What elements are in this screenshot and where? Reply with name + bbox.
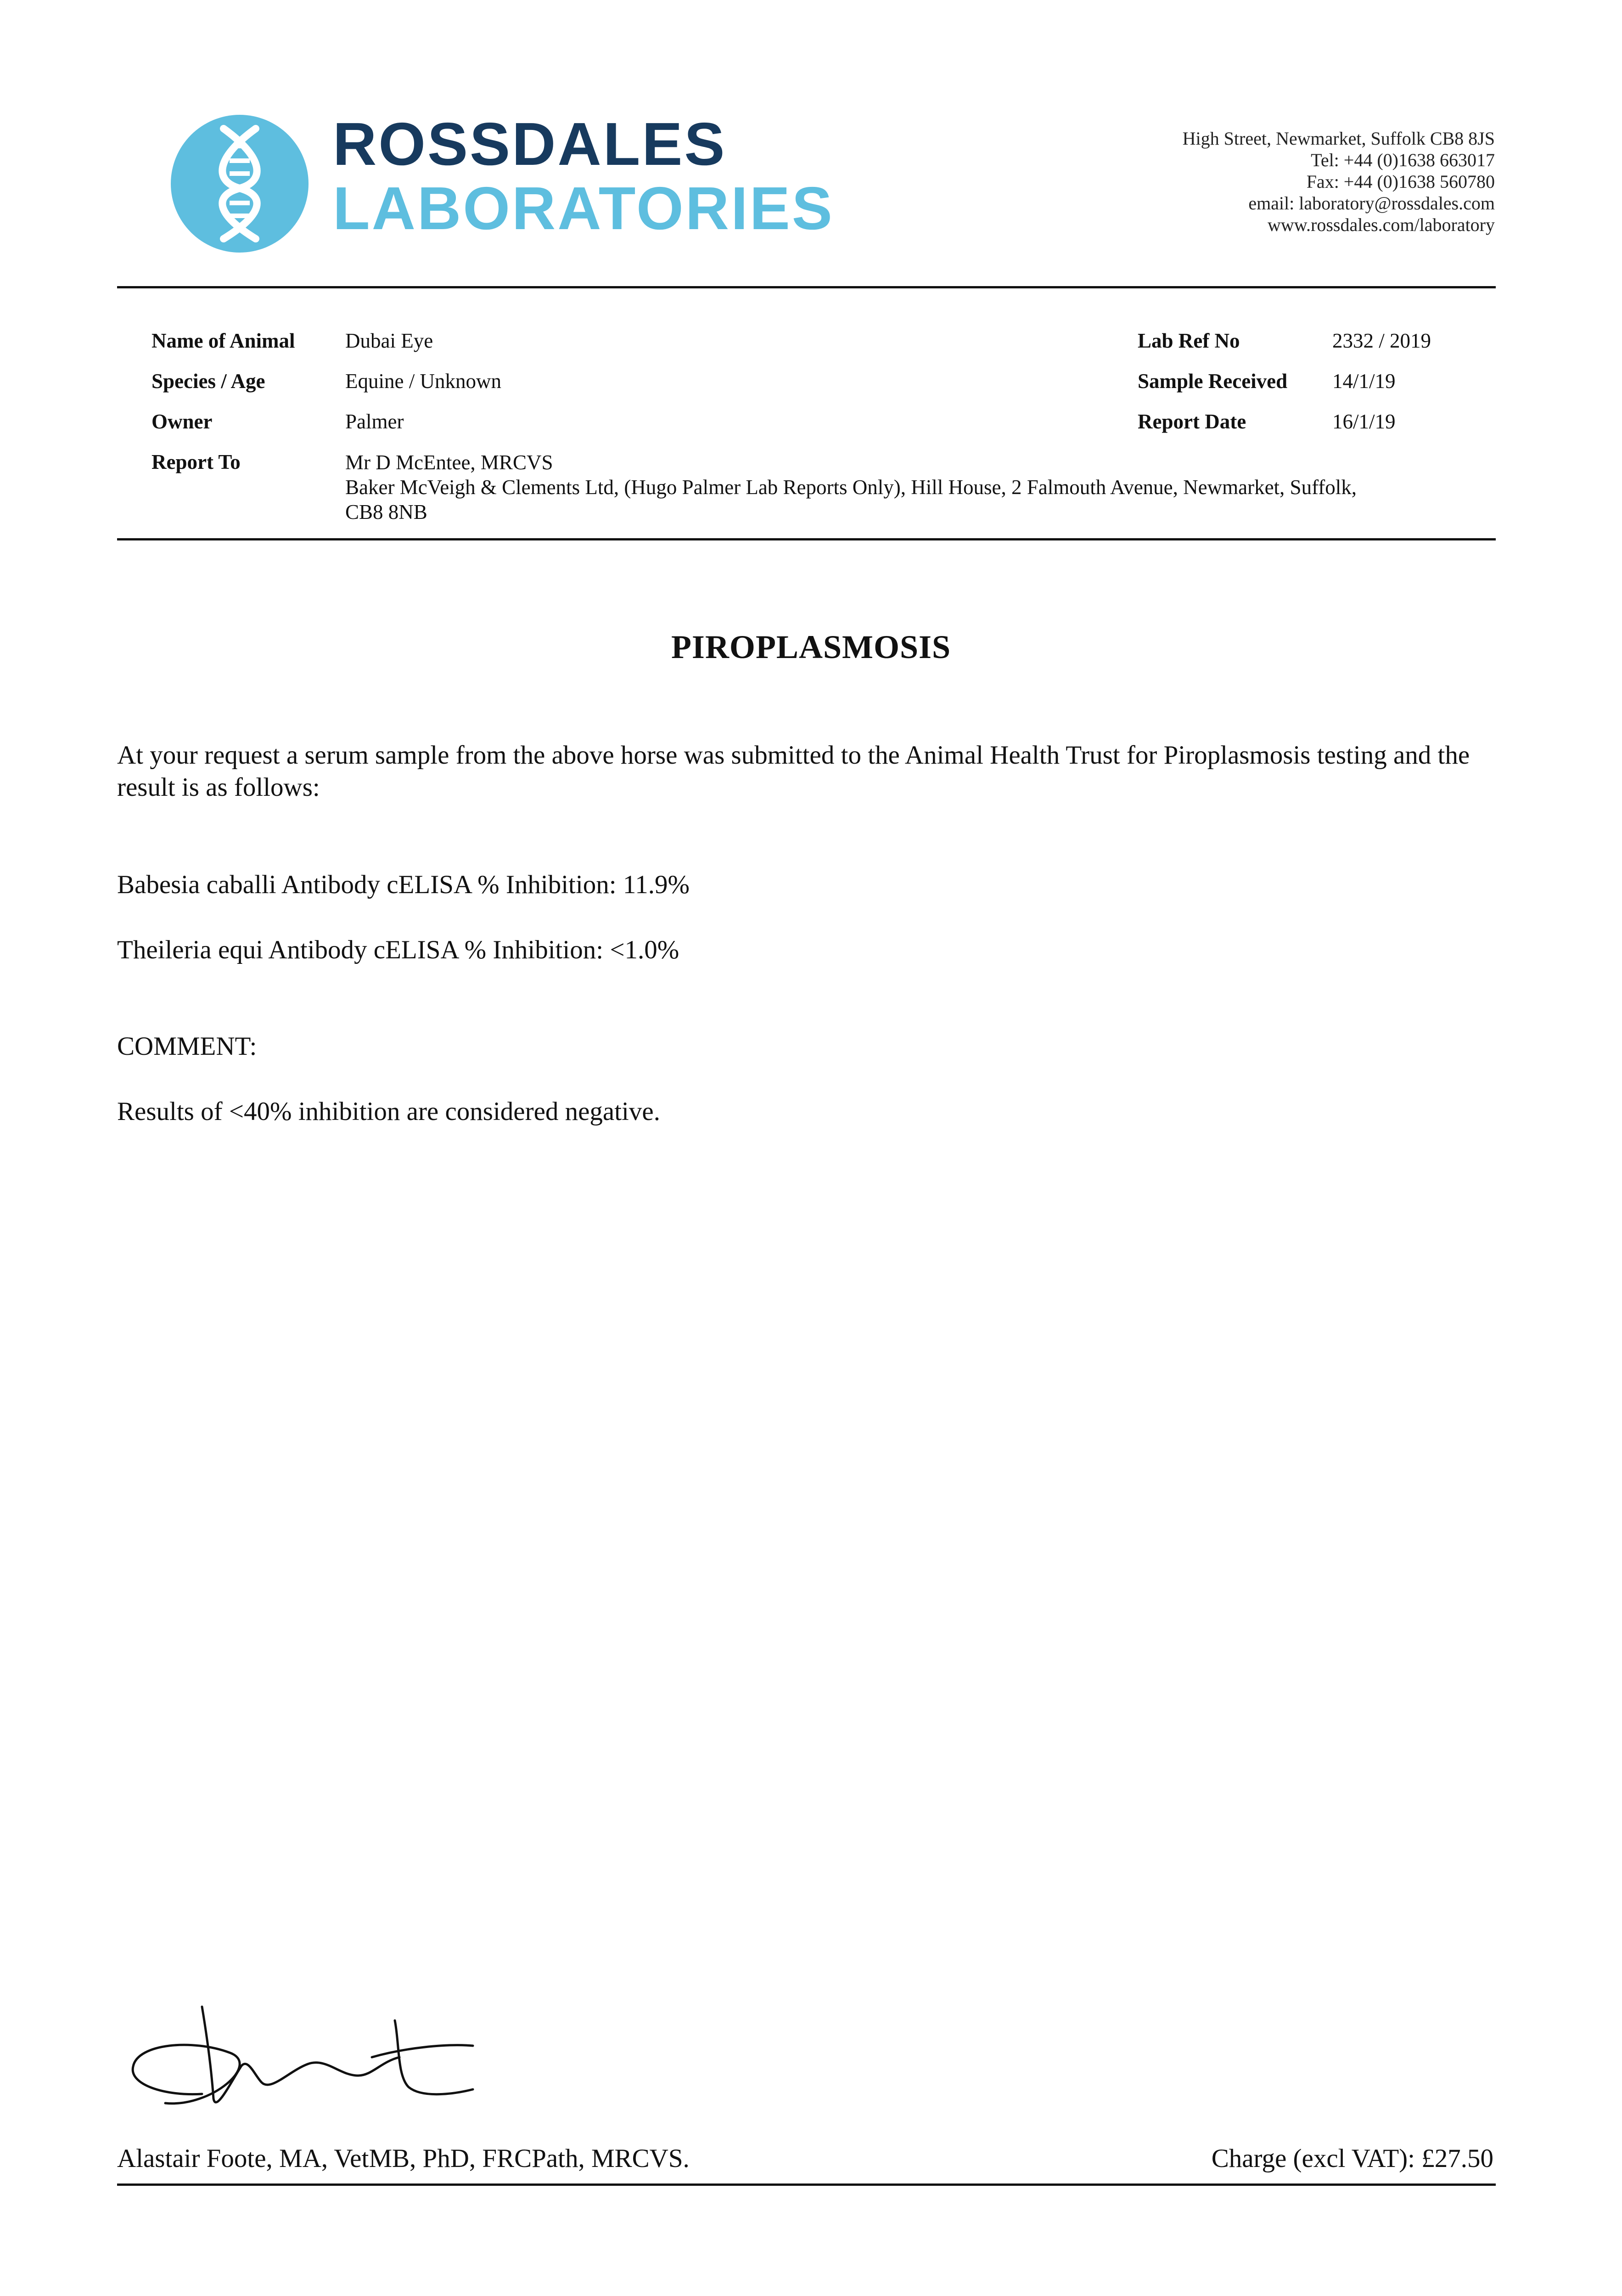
lab-address <box>1183 128 1495 236</box>
report-to-value <box>345 450 1484 524</box>
owner-label: Owner <box>152 410 213 433</box>
signature <box>124 1988 482 2122</box>
labref-value: 2332 / 2019 <box>1332 329 1431 352</box>
report-to-label: Report To <box>152 450 241 473</box>
intro-paragraph: At your request a serum sample from the above horse was submitted to the Animal Health Trust for Piroplasmosis testing and the result is as follows: <box>117 741 1470 802</box>
brand-line1: ROSSDALES <box>333 110 727 178</box>
result-babesia: Babesia caballi Antibody cELISA % Inhibition: 11.9% <box>117 870 690 899</box>
top-divider <box>117 286 1496 288</box>
owner-value: Palmer <box>345 410 404 433</box>
report-to-line: CB8 8NB <box>345 501 427 523</box>
brand-line2: LABORATORIES <box>333 174 834 242</box>
name-label: Name of Animal <box>152 329 295 352</box>
species-value: Equine / Unknown <box>345 370 501 393</box>
species-label: Species / Age <box>152 370 265 393</box>
name-value: Dubai Eye <box>345 329 433 352</box>
received-label: Sample Received <box>1138 370 1288 393</box>
report-to-line: Baker McVeigh & Clements Ltd, (Hugo Palmer Lab Reports Only), Hill House, 2 Falmouth Avenue, Newmarket, Suffolk, <box>345 476 1357 499</box>
charge: Charge (excl VAT): £27.50 <box>1211 2144 1493 2173</box>
fax-line: Fax: +44 (0)1638 560780 <box>1306 171 1495 192</box>
info-divider <box>117 538 1496 540</box>
page-title: PIROPLASMOSIS <box>671 629 951 665</box>
comment-text: Results of <40% inhibition are considered negative. <box>117 1097 660 1126</box>
comment-label: COMMENT: <box>117 1032 257 1061</box>
address-line: High Street, Newmarket, Suffolk CB8 8JS <box>1182 128 1495 149</box>
signer-name: Alastair Foote, MA, VetMB, PhD, FRCPath, MRCVS. <box>117 2144 690 2173</box>
email-line: email: laboratory@rossdales.com <box>1248 193 1495 214</box>
labref-label: Lab Ref No <box>1138 329 1240 352</box>
dna-helix-icon <box>171 115 309 253</box>
result-theileria: Theileria equi Antibody cELISA % Inhibition: <1.0% <box>117 935 679 964</box>
report-date-value: 16/1/19 <box>1332 410 1396 433</box>
report-to-line: Mr D McEntee, MRCVS <box>345 451 553 474</box>
bottom-divider <box>117 2183 1496 2186</box>
received-value: 14/1/19 <box>1332 370 1396 393</box>
report-date-label: Report Date <box>1138 410 1246 433</box>
website-line: www.rossdales.com/laboratory <box>1267 214 1495 235</box>
phone-line: Tel: +44 (0)1638 663017 <box>1311 150 1495 170</box>
